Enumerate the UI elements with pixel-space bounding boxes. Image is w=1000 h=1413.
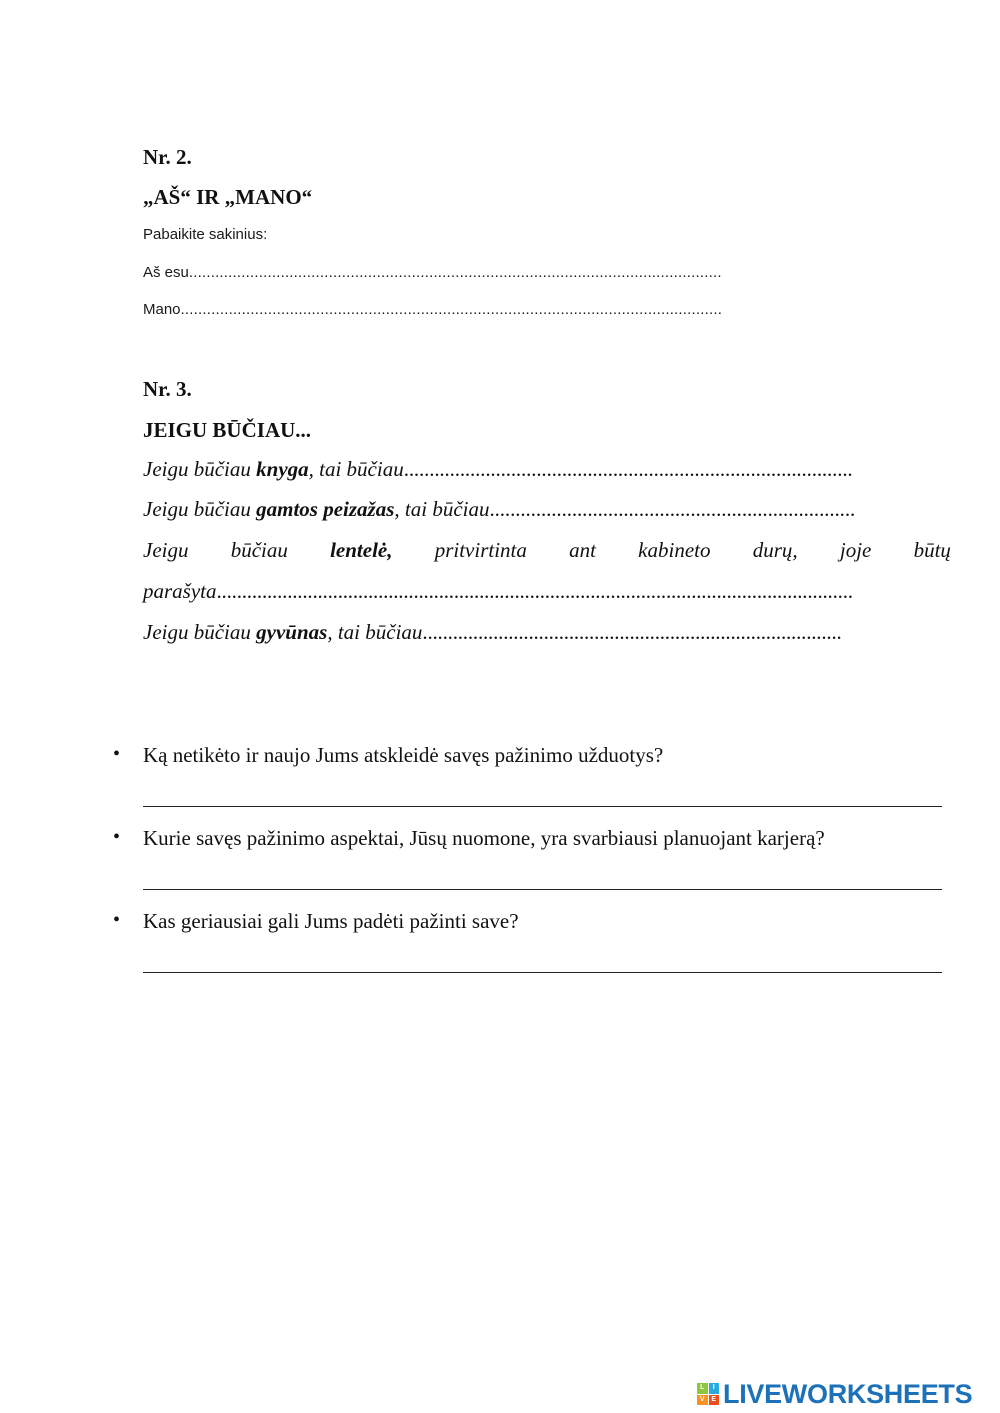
task3-line-gyvunas: [143, 620, 842, 645]
task2-line-label: Aš esu: [143, 264, 189, 281]
word: joje: [839, 538, 872, 562]
keyword: gamtos peizažas: [256, 497, 395, 521]
keyword: lentelė,: [330, 538, 393, 562]
answer-blank[interactable]: ........................................................................................: [403, 457, 853, 481]
task2-title: „AŠ“ IR „MANO“: [143, 185, 313, 209]
task3-title: JEIGU BŪČIAU...: [143, 418, 312, 442]
word: pritvirtinta: [434, 538, 527, 562]
answer-blank[interactable]: ............................................................................................................................: [180, 301, 723, 318]
word: kabineto: [638, 538, 711, 562]
logo-grid-icon: [697, 1383, 719, 1405]
bullet: •: [113, 743, 121, 765]
answer-line[interactable]: [143, 972, 942, 973]
sentence-start: parašyta: [143, 579, 217, 603]
task3-line-parasyta: [143, 579, 853, 604]
question-3: Kas geriausiai gali Jums padėti pažinti save?: [143, 909, 519, 933]
brand-name: LIVEWORKSHEETS: [723, 1378, 973, 1409]
question-2: Kurie savęs pažinimo aspektai, Jūsų nuomone, yra svarbiausi planuojant karjerą?: [143, 826, 825, 850]
logo-letter: I: [709, 1383, 720, 1394]
sentence-end: , tai būčiau: [308, 457, 404, 481]
sentence-start: Jeigu būčiau: [143, 620, 257, 644]
sentence-end: , tai būčiau: [327, 620, 423, 644]
task3-number: Nr. 3.: [143, 377, 192, 401]
task2-line-as-esu: [143, 264, 722, 281]
answer-line[interactable]: [143, 889, 942, 890]
task3-line-knyga: [143, 457, 853, 482]
bullet: •: [113, 826, 121, 848]
logo-letter: L: [697, 1383, 708, 1394]
keyword: knyga: [256, 457, 309, 481]
task2-line-mano: [143, 301, 722, 318]
question-1: Ką netikėto ir naujo Jums atskleidė savęs pažinimo užduotys?: [143, 743, 664, 767]
answer-blank[interactable]: ...................................................................................: [422, 620, 842, 644]
word: būčiau: [230, 538, 288, 562]
answer-blank[interactable]: ..............................................................................................................................: [216, 579, 853, 603]
logo-letter: V: [697, 1395, 708, 1406]
word: būtų: [913, 538, 951, 562]
task3-line-lentele: [143, 538, 951, 563]
word: ant: [569, 538, 596, 562]
answer-blank[interactable]: .......................................................................: [489, 497, 856, 521]
sentence-start: Jeigu būčiau: [143, 457, 257, 481]
bullet: •: [113, 909, 121, 931]
answer-blank[interactable]: ..........................................................................................................................: [188, 264, 722, 281]
logo-letter: E: [709, 1395, 720, 1406]
task2-line-label: Mano: [143, 301, 181, 318]
sentence-start: Jeigu būčiau: [143, 497, 257, 521]
sentence-end: , tai būčiau: [394, 497, 490, 521]
word: durų,: [752, 538, 798, 562]
liveworksheets-logo: [697, 1378, 972, 1410]
task2-number: Nr. 2.: [143, 145, 192, 169]
task3-line-peizazas: [143, 497, 855, 522]
answer-line[interactable]: [143, 806, 942, 807]
task2-instruction: Pabaikite sakinius:: [143, 226, 268, 243]
keyword: gyvūnas: [256, 620, 328, 644]
word: Jeigu: [143, 538, 189, 562]
